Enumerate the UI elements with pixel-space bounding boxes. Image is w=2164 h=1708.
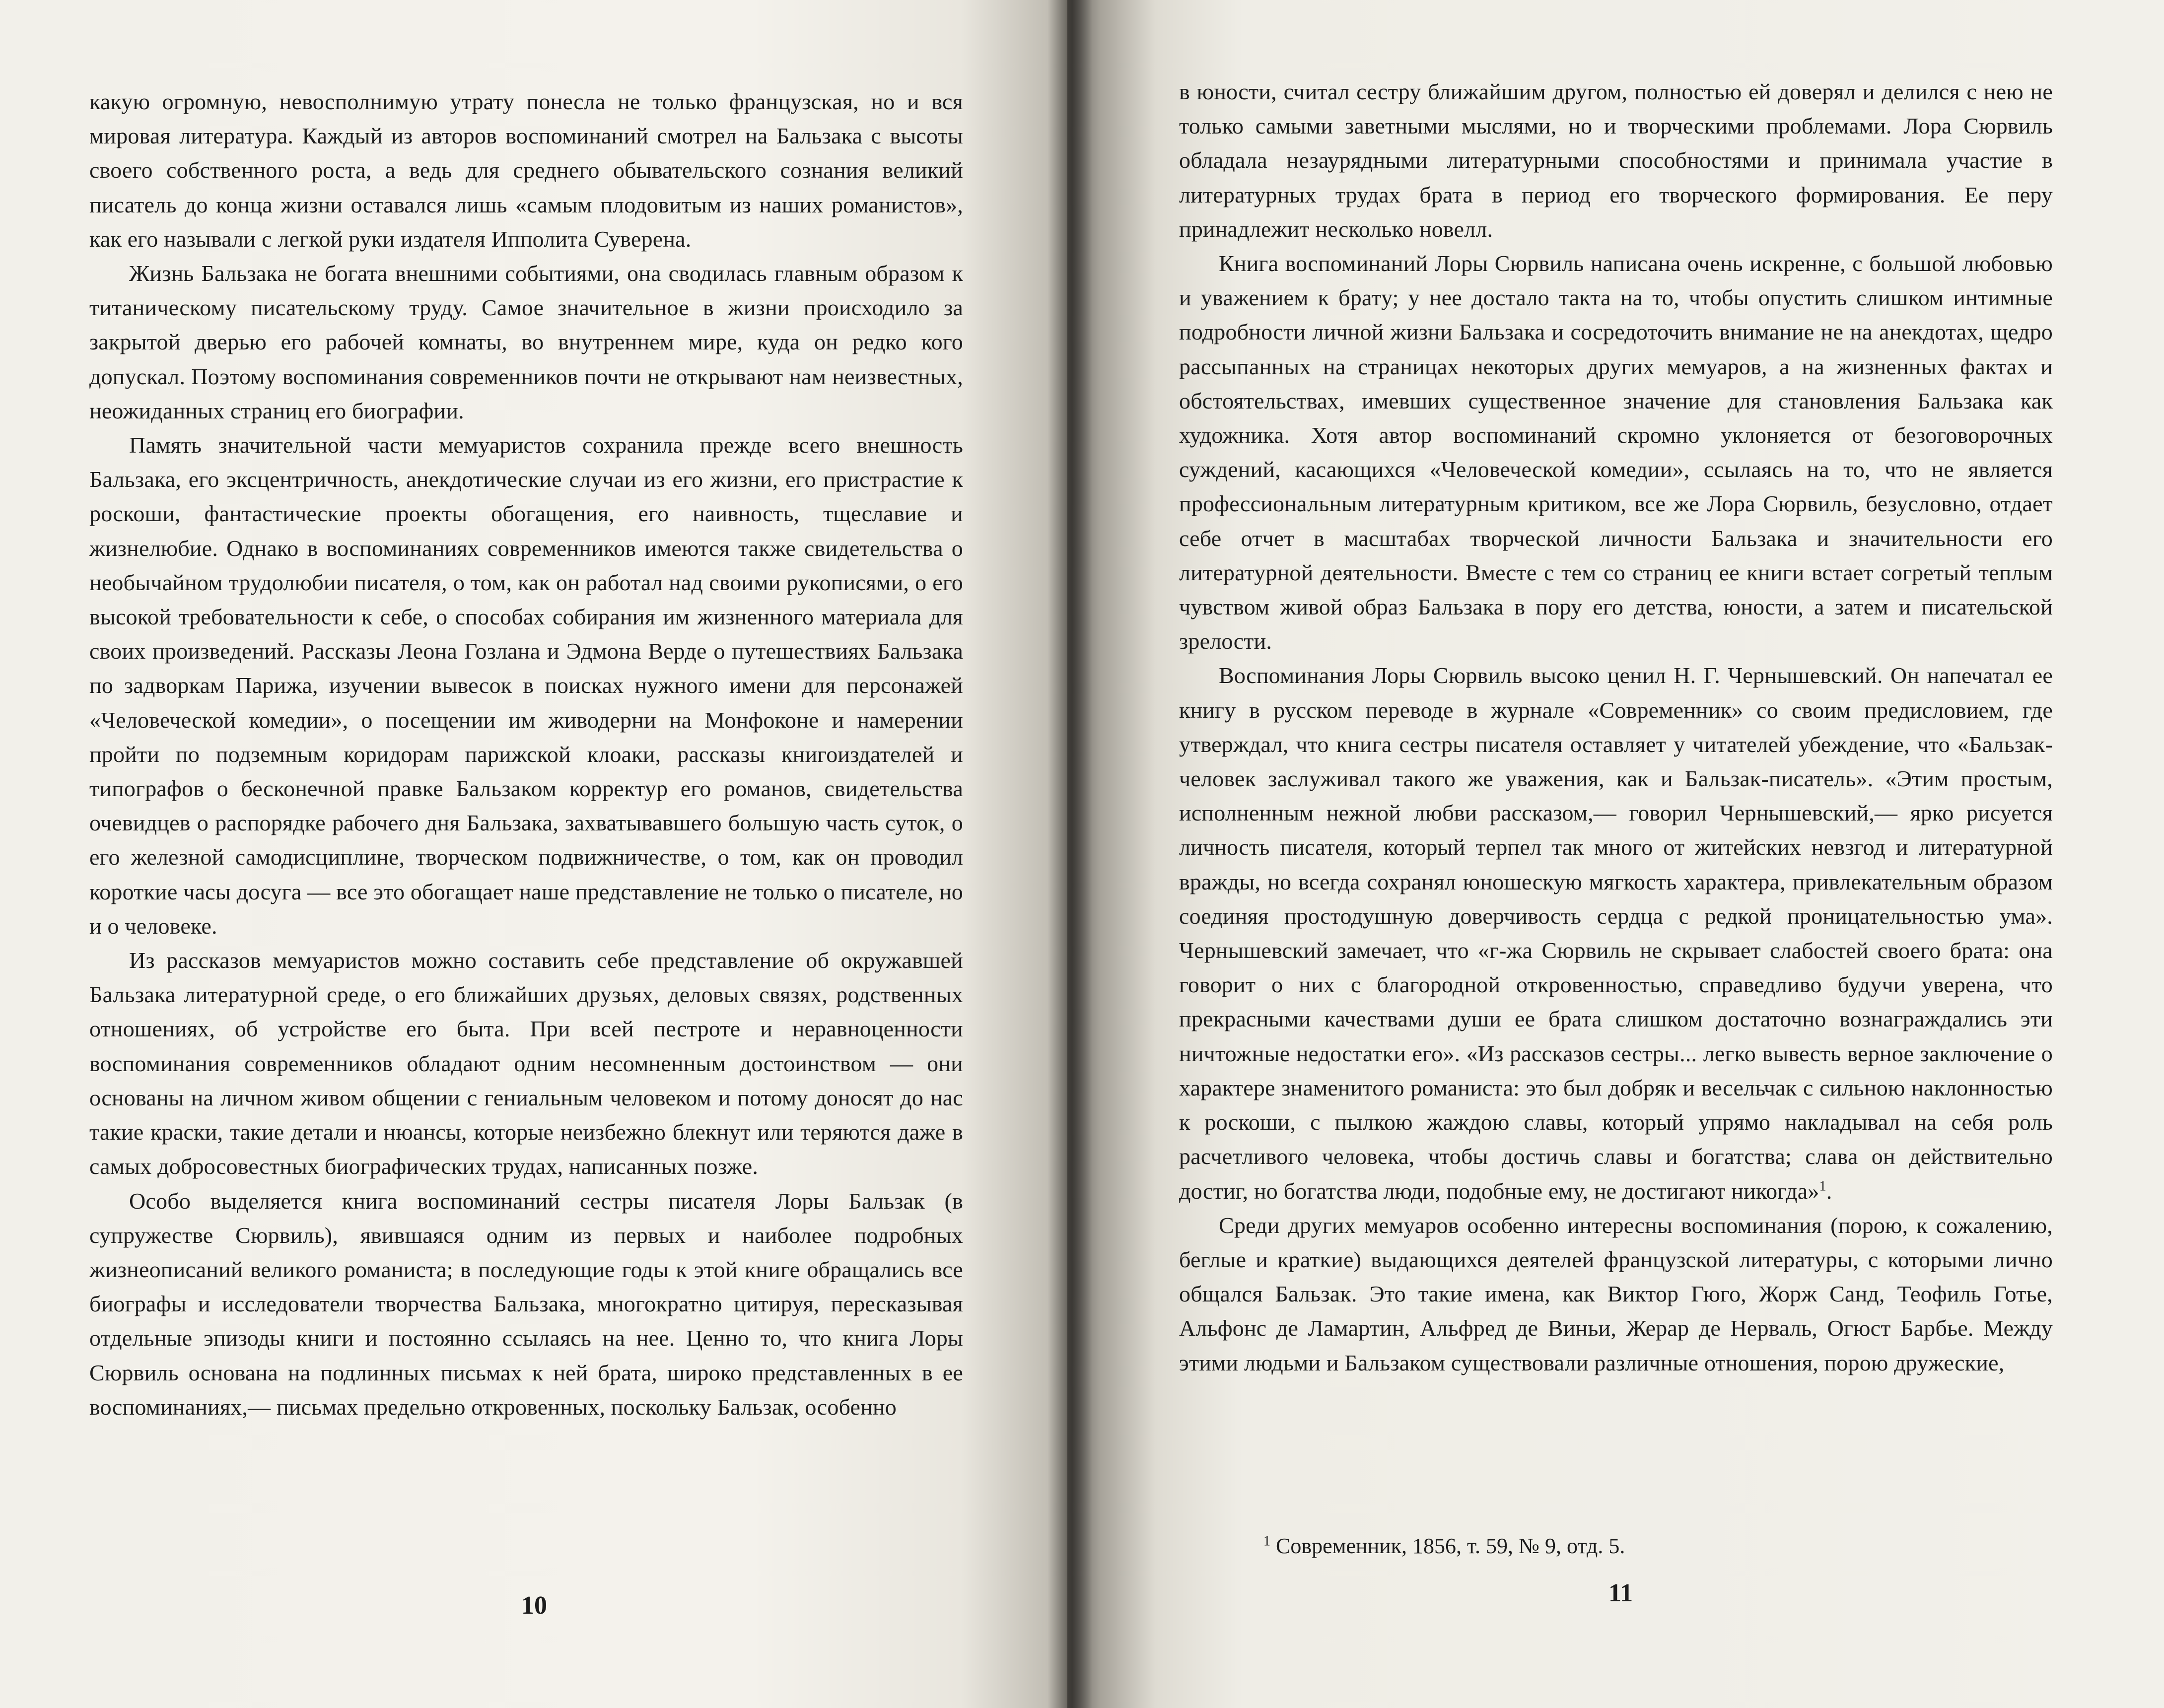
page-number: 10 (521, 1591, 547, 1620)
paragraph: Особо выделяется книга воспоминаний сестры писателя Лоры Бальзак (в супружестве Сюрвиль), явившаяся одним из первых и наиболее подробных жизнеописаний великого романиста; в последующие годы к этой книге обращались все биографы и исследователи творчества Бальзака, многократно цитируя, пересказывая отдельные эпизоды книги и постоянно ссылаясь на нее. Ценно то, что книга Лоры Сюрвиль основана на подлинных письмах к ней брата, широко представленных в ее воспоминаниях,— письмах предельно откровенных, поскольку Бальзак, особенно (89, 1188, 963, 1420)
paragraph: в юности, считал сестру ближайшим другом, полностью ей доверял и делился с нею не только самыми заветными мыслями, но и творческими проблемами. Лора Сюрвиль обладала незаурядными литературными способностями и принимала участие в литературных трудах брата в период его творческого формирования. Ее перу принадлежит несколько новелл. (1179, 79, 2053, 242)
left-page (0, 0, 1067, 1708)
footnote-number: 1 (1263, 1533, 1270, 1549)
paragraph: Память значительной части мемуаристов сохранила прежде всего внешность Бальзака, его эксцентричность, анекдотические случаи из его жизни, его пристрастие к роскоши, фантастические проекты обогащения, его наивность, тщеславие и жизнелюбие. Однако в воспоминаниях современников имеются также свидетельства о необычайном трудолюбии писателя, о том, как он работал над своими рукописями, о его высокой требовательности к себе, о способах собирания им жизненного материала для своих произведений. Рассказы Леона Гозлана и Эдмона Верде о путешествиях Бальзака по задворкам Парижа, изучении вывесок в поисках нужного имени для персонажей «Человеческой комедии», о посещении им живодерни на Монфоконе и намерении пройти по подземным коридорам парижской клоаки, рассказы книгоиздателей и типографов о бесконечной правке Бальзаком корректур его романов, свидетельства очевидцев о распорядке рабочего дня Бальзака, захватывавшего большую часть суток, о его железной самодисциплине, творческом подвижничестве, о том, как он проводил короткие часы досуга — все это обогащает наше представление не только о писателе, но и о человеке. (89, 432, 963, 939)
paragraph: какую огромную, невосполнимую утрату понесла не только французская, но и вся мировая литература. Каждый из авторов воспоминаний смотрел на Бальзака с высоты своего собственного роста, а ведь для среднего обывательского сознания великий писатель до конца жизни оставался лишь «самым плодовитым из наших романистов», как его называли с легкой руки издателя Ипполита Суверена. (89, 89, 963, 252)
paragraph: Воспоминания Лоры Сюрвиль высоко ценил Н. Г. Чернышевский. Он напечатал ее книгу в русском переводе в журнале «Современник» со своим предисловием, где утверждал, что книга сестры писателя оставляет у читателей убеждение, что «Бальзак-человек заслуживал такого же уважения, как и Бальзак-писатель». «Этим простым, исполненным нежной любви рассказом,— говорил Чернышевский,— ярко рисуется личность писателя, который терпел так много от житейских невзгод и литературной вражды, но всегда сохранял юношескую мягкость характера, привлекательным образом соединяя простодушную доверчивость сердца с редкой проницательностью ума». Чернышевский замечает, что «г-жа Сюрвиль не скрывает слабостей своего брата: она говорит о них с благородной откровенностью, справедливо будучи уверена, что прекрасными качествами души ее брата слишком достаточно вознаграждались эти ничтожные недостатки его». «Из рассказов сестры... легко вывесть верное заключение о характере знаменитого романиста: это был добряк и весельчак с сильною наклонностью к роскоши, с пылкою жаждою славы, который упрямо накладывал на себя роль расчетливого человека, чтобы достичь славы и богатства; слава он действительно достиг, но богатства люди, подобные ему, не достигают никогда»$^1$. (1179, 663, 2053, 1204)
page-number: 11 (1608, 1579, 1633, 1607)
right-page-text (1179, 74, 2053, 1380)
paragraph: Из рассказов мемуаристов можно составить себе представление об окружавшей Бальзака литературной среде, о его ближайших друзьях, деловых связях, родственных отношениях, об устройстве его быта. При всей пестроте и неравноценности воспоминания современников обладают одним несомненным достоинством — они основаны на личном живом общении с гениальным человеком и потому доносят до нас такие краски, такие детали и нюансы, которые неизбежно блекнут или теряются даже в самых добросовестных биографических трудах, написанных позже. (89, 948, 963, 1179)
footnote-text: Современник, 1856, т. 59, № 9, отд. 5. (1276, 1534, 1625, 1558)
paragraph-text: Воспоминания Лоры Сюрвиль высоко ценил Н. Г. Чернышевский. Он напечатал ее книгу в русском переводе в журнале «Современник» со своим предисловием, где утверждал, что книга сестры писателя оставляет у читателей убеждение, что «Бальзак-человек заслуживал такого же уважения, как и Бальзак-писатель». «Этим простым, исполненным нежной любви рассказом,— говорил Чернышевский,— ярко рисуется личность писателя, который терпел так много от житейских невзгод и литературной вражды, но всегда сохранял юношескую мягкость характера, привлекательным образом соединяя простодушную доверчивость сердца с редкой проницательностью ума». Чернышевский замечает, что «г-жа Сюрвиль не скрывает слабостей своего брата: она говорит о них с благородной откровенностью, справедливо будучи уверена, что прекрасными качествами души ее брата слишком достаточно вознаграждались эти ничтожные недостатки его». «Из рассказов сестры... легко вывесть верное заключение о характере знаменитого романиста: это был добряк и весельчак с сильною наклонностью к роскоши, с пылкою жаждою славы, который упрямо накладывал на себя роль расчетливого человека, чтобы достичь славы и богатства; слава он действительно достиг, но богатства люди, подобные ему, не достигают никогда» (1179, 663, 2053, 1204)
paragraph: Жизнь Бальзака не богата внешними событиями, она сводилась главным образом к титаническому писательскому труду. Самое значительное в жизни происходило за закрытой дверью его рабочей комнаты, во внутреннем мире, куда он редко кого допускал. Поэтому воспоминания современников почти не открывают нам неизвестных, неожиданных страниц его биографии. (89, 261, 963, 423)
footnote-marker: 1 (1819, 1178, 1826, 1194)
left-page-text (89, 84, 963, 1424)
paragraph: Книга воспоминаний Лоры Сюрвиль написана очень искренне, с большой любовью и уважением к брату; у нее достало такта на то, чтобы опустить слишком интимные подробности личной жизни Бальзака и сосредоточить внимание не на анекдотах, щедро рассыпанных на страницах некоторых других мемуаров, а на жизненных фактах и обстоятельствах, имевших существенное значение для становления Бальзака как художника. Хотя автор воспоминаний скромно уклоняется от безоговорочных суждений, касающихся «Человеческой комедии», ссылаясь на то, что не является профессиональным литературным критиком, все же Лора Сюрвиль, безусловно, отдает себе отчет в масштабах творческой личности Бальзака и значительности его литературной деятельности. Вместе с тем со страниц ее книги встает согретый теплым чувством живой образ Бальзака в пору его детства, юности, а затем и писательской зрелости. (1179, 251, 2053, 654)
paragraph: Среди других мемуаров особенно интересны воспоминания (порою, к сожалению, беглые и краткие) выдающихся деятелей французской литературы, с которыми лично общался Бальзак. Это такие имена, как Виктор Гюго, Жорж Санд, Теофиль Готье, Альфонс де Ламартин, Альфред де Виньи, Жерар де Нерваль, Огюст Барбье. Между этими людьми и Бальзаком существовали различные отношения, порою дружеские, (1179, 1212, 2053, 1375)
footnote (1263, 1531, 2008, 1561)
book-gutter (1047, 0, 1092, 1708)
